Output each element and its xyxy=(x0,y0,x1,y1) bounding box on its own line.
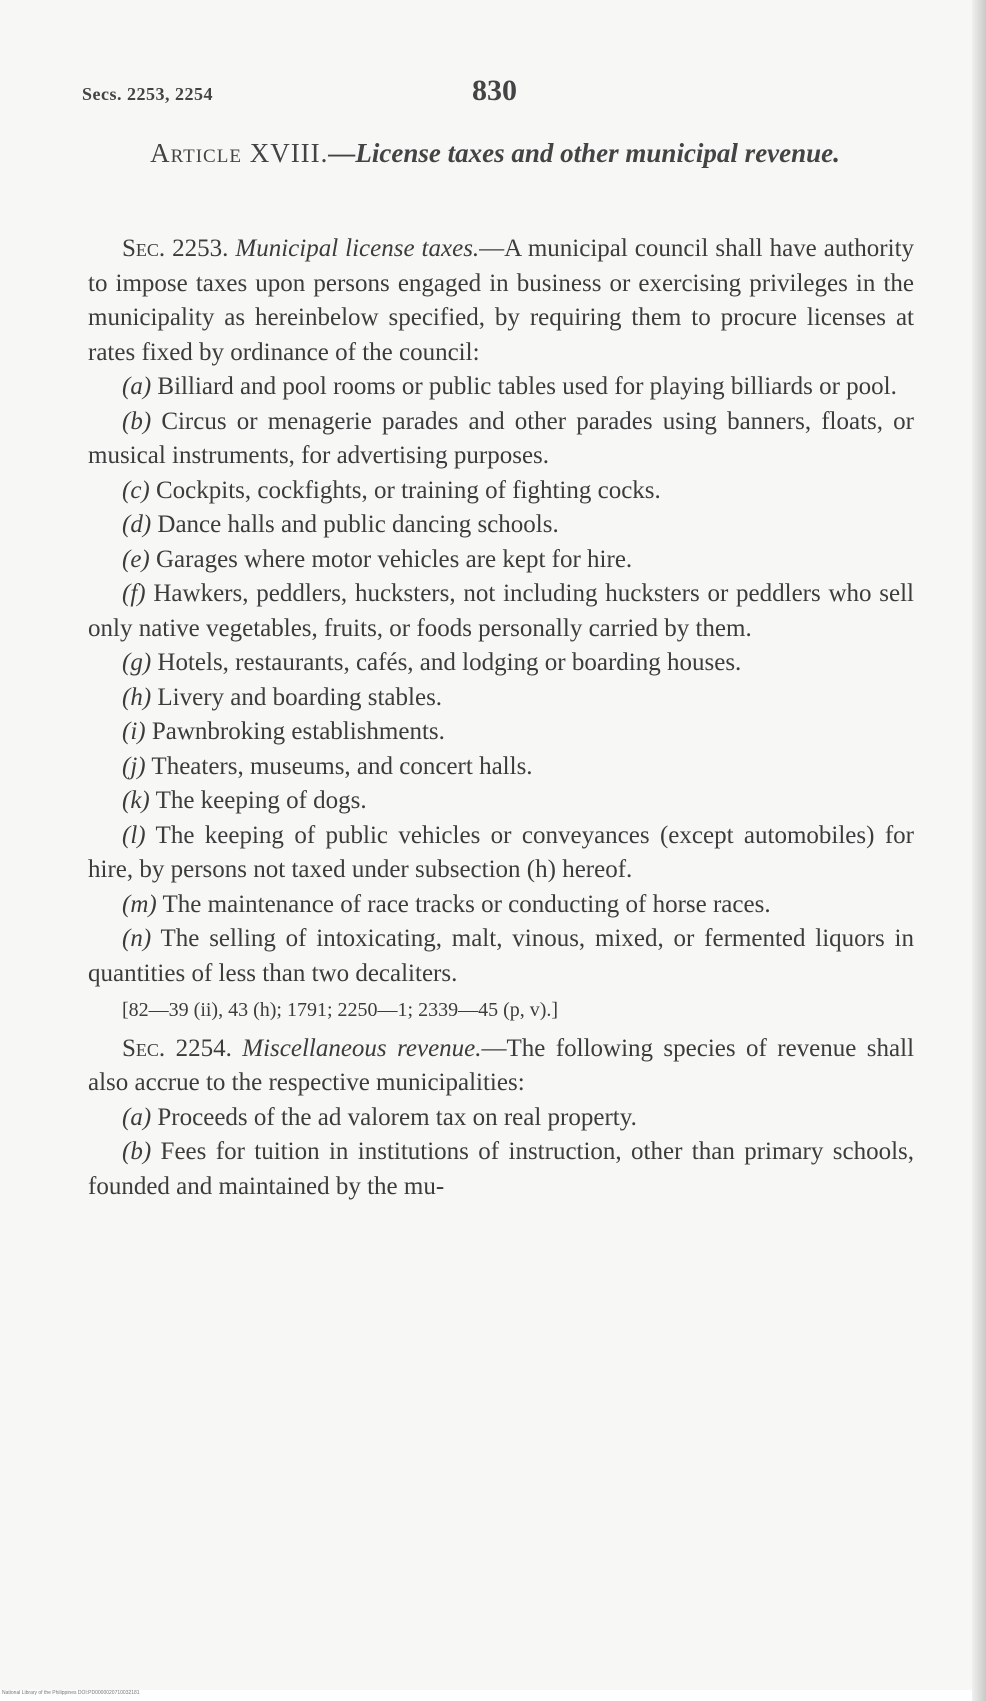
item-label: (a) xyxy=(122,1103,152,1131)
scan-footer: National Library of the Philippines DOI:PD0000020710032181 xyxy=(2,1690,140,1696)
item-label: (b) xyxy=(122,407,152,435)
list-item xyxy=(88,681,914,716)
item-text: Circus or menagerie parades and other parades using banners, floats, or musical instruments, for advertising purposes. xyxy=(88,407,914,469)
section-title: Municipal license taxes. xyxy=(235,235,480,262)
item-text: Garages where motor vehicles are kept for hire. xyxy=(156,545,633,573)
page-number: 830 xyxy=(472,74,517,107)
page-body xyxy=(88,232,914,1204)
section-number: Sec. 2254. xyxy=(122,1034,232,1062)
section-intro-text: —The following species of revenue shall also accrue to the respective municipalities: xyxy=(88,1034,915,1096)
item-text: The selling of intoxicating, malt, vinous, mixed, or fermented liquors in quantities of less than two decaliters. xyxy=(88,925,914,987)
article-heading xyxy=(90,136,900,170)
section-2253-intro xyxy=(88,232,914,370)
list-item xyxy=(88,370,914,405)
item-label: (g) xyxy=(122,649,152,676)
item-label: (a) xyxy=(122,373,152,400)
item-label: (b) xyxy=(122,1138,152,1165)
list-item xyxy=(88,715,914,750)
list-item xyxy=(88,405,914,474)
item-label: (f) xyxy=(122,580,146,607)
item-label: (h) xyxy=(122,683,152,711)
item-text: Proceeds of the ad valorem tax on real property. xyxy=(157,1103,637,1131)
item-label: (n) xyxy=(122,925,152,952)
item-text: The maintenance of race tracks or conducting of horse races. xyxy=(162,890,771,918)
list-item xyxy=(88,474,914,509)
section-intro-text: —A municipal council shall have authority to impose taxes upon persons engaged in business or exercising privileges in the municipality as hereinbelow specified, by requiring them to procure licenses at rates fixed by ordinance of the council: xyxy=(88,235,915,366)
item-text: The keeping of public vehicles or conveyances (except automobiles) for hire, by persons not taxed under subsection (h) hereof. xyxy=(88,821,914,883)
section-range-header: Secs. 2253, 2254 xyxy=(82,84,213,104)
list-item xyxy=(88,750,914,785)
list-item xyxy=(88,784,914,819)
item-label: (j) xyxy=(122,752,146,780)
item-label: (k) xyxy=(122,787,150,814)
item-text: Dance halls and public dancing schools. xyxy=(157,511,559,538)
section-2254-intro xyxy=(88,1032,914,1101)
item-text: The keeping of dogs. xyxy=(155,787,367,814)
item-text: Theaters, museums, and concert halls. xyxy=(151,752,533,780)
item-label: (d) xyxy=(122,511,152,538)
article-title: —License taxes and other municipal revenue. xyxy=(328,138,840,168)
item-text: Fees for tuition in institutions of instruction, other than primary schools, founded and maintained by the mu- xyxy=(88,1138,914,1200)
section-number: Sec. 2253. xyxy=(122,235,229,262)
list-item xyxy=(88,577,914,646)
item-label: (e) xyxy=(122,545,150,573)
item-text: Livery and boarding stables. xyxy=(157,683,443,711)
item-label: (i) xyxy=(122,718,146,745)
article-label: Article XVIII. xyxy=(150,138,329,168)
list-item xyxy=(88,922,914,991)
item-text: Hotels, restaurants, cafés, and lodging or boarding houses. xyxy=(157,649,742,676)
item-label: (m) xyxy=(122,890,157,918)
section-title: Miscellaneous revenue. xyxy=(242,1034,482,1062)
item-text: Pawnbroking establishments. xyxy=(151,718,445,745)
list-item xyxy=(88,1135,914,1204)
list-item xyxy=(88,508,914,543)
list-item xyxy=(88,819,914,888)
item-text: Billiard and pool rooms or public tables used for playing billiards or pool. xyxy=(157,373,897,400)
citation: [82—39 (ii), 43 (h); 1791; 2250—1; 2339—45 (p, v).] xyxy=(122,999,559,1021)
item-text: Hawkers, peddlers, hucksters, not including hucksters or peddlers who sell only native vegetables, fruits, or foods personally carried by them. xyxy=(88,580,915,642)
list-item xyxy=(88,888,914,923)
item-label: (c) xyxy=(122,476,150,504)
item-text: Cockpits, cockfights, or training of fighting cocks. xyxy=(156,476,661,504)
item-label: (l) xyxy=(122,821,146,849)
list-item xyxy=(88,646,914,681)
list-item xyxy=(88,1101,914,1136)
page-edge-shadow xyxy=(972,0,986,1701)
list-item xyxy=(88,543,914,578)
